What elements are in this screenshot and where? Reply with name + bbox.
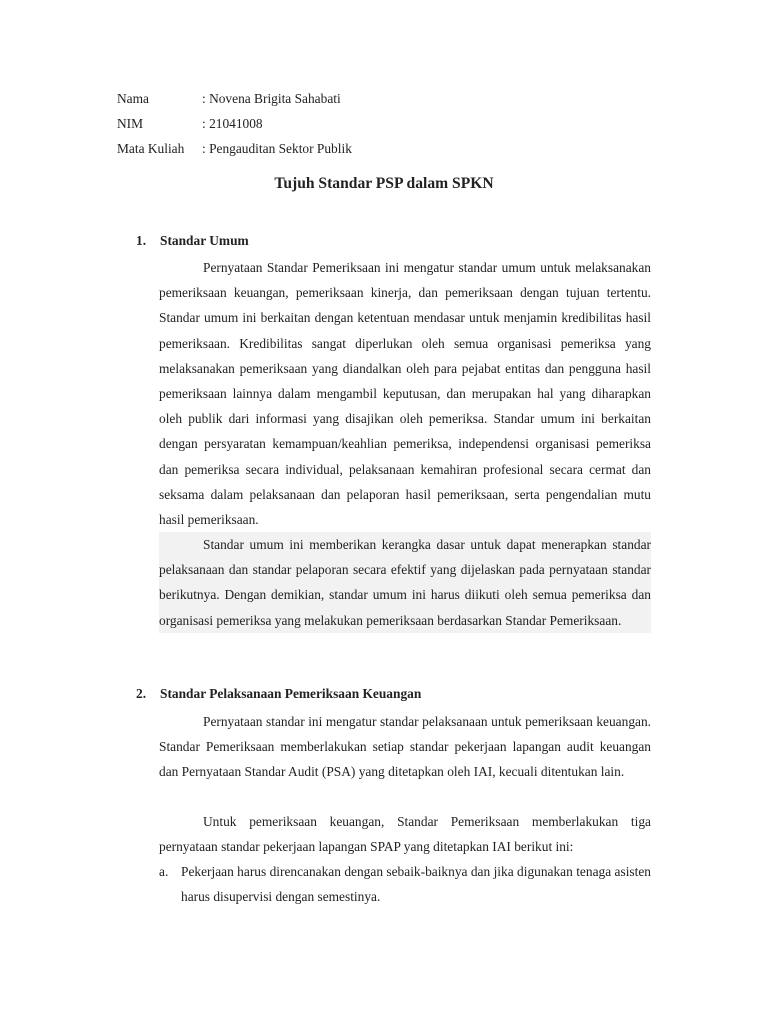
section-number: 2.	[136, 686, 147, 701]
list-marker: a.	[159, 864, 169, 879]
section-number: 1.	[136, 233, 147, 248]
info-value: : Pengauditan Sektor Publik	[202, 141, 352, 156]
info-label: NIM	[117, 116, 144, 131]
paragraph-highlighted: Standar umum ini memberikan kerangka dasar untuk dapat menerapkan standar pelaksanaan dan standar pelaporan secara efektif yang dijelaskan pada pernyataan standar berikutnya. Dengan demikian, standar umum ini harus diikuti oleh semua pemeriksa dan organisasi pemeriksa yang melakukan pemeriksaan berdasarkan Standar Pemeriksaan.	[159, 532, 651, 633]
section-title: Standar Pelaksanaan Pemeriksaan Keuangan	[160, 686, 422, 701]
info-row-name	[117, 86, 352, 111]
section-heading-1	[136, 233, 249, 249]
info-value: : Novena Brigita Sahabati	[202, 91, 341, 106]
paragraph: Pernyataan Standar Pemeriksaan ini mengatur standar umum untuk melaksanakan pemeriksaan keuangan, pemeriksaan kinerja, dan pemeriksaan dengan tujuan tertentu. Standar umum ini berkaitan dengan ketentuan mendasar untuk menjamin kredibilitas hasil pemeriksaan. Kredibilitas sangat diperlukan oleh semua organisasi pemeriksa yang melaksanakan pemeriksaan yang diandalkan oleh para pejabat entitas dan pengguna hasil pemeriksaan lainnya dalam mengambil keputusan, dan merupakan hal yang diharapkan oleh publik dari informasi yang disajikan oleh pemeriksa. Standar umum ini berkaitan dengan persyaratan kemampuan/keahlian pemeriksa, independensi organisasi pemeriksa dan pemeriksa secara individual, pelaksanaan kemahiran profesional secara cermat dan seksama dalam pelaksanaan dan pelaporan hasil pemeriksaan, serta pengendalian mutu hasil pemeriksaan.	[159, 260, 651, 528]
info-label: Nama	[117, 91, 149, 106]
document-title: Tujuh Standar PSP dalam SPKN	[274, 175, 494, 192]
paragraph: Pernyataan standar ini mengatur standar pelaksanaan untuk pemeriksaan keuangan. Standar Pemeriksaan memberlakukan setiap standar pekerjaan lapangan audit keuangan dan Pernyataan Standar Audit (PSA) yang ditetapkan oleh IAI, kecuali ditentukan lain.	[159, 714, 651, 780]
section-heading-2	[136, 686, 421, 702]
info-row-nim	[117, 111, 352, 136]
paragraph: Untuk pemeriksaan keuangan, Standar Pemeriksaan memberlakukan tiga pernyataan standar pekerjaan lapangan SPAP yang ditetapkan IAI berikut ini:	[159, 814, 651, 855]
info-row-course	[117, 136, 352, 161]
list-item-text: Pekerjaan harus direncanakan dengan sebaik-baiknya dan jika digunakan tenaga asisten harus disupervisi dengan semestinya.	[181, 864, 651, 905]
info-value: : 21041008	[202, 116, 263, 131]
student-info	[117, 86, 352, 161]
info-label: Mata Kuliah	[117, 141, 185, 156]
list-item	[159, 859, 651, 909]
section-title: Standar Umum	[160, 233, 249, 248]
